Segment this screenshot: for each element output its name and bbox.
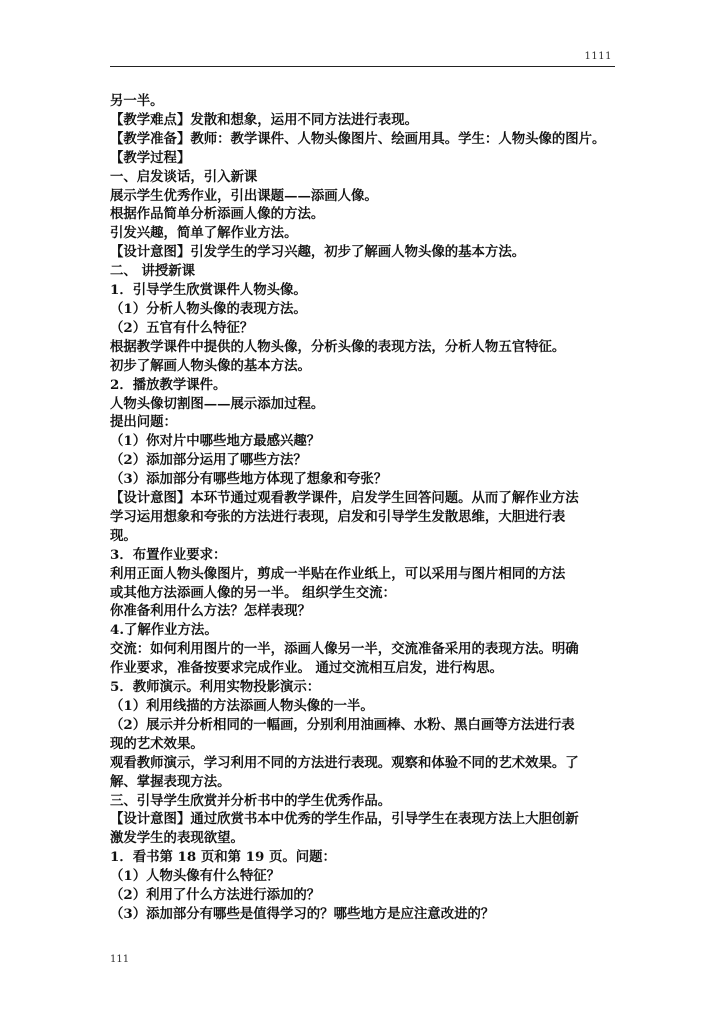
body-line: 【教学准备】教师：教学课件、人物头像图片、绘画用具。学生：人物头像的图片。	[110, 130, 606, 147]
body-line: 观看教师演示，学习利用不同的方法进行表现。观察和体验不同的艺术效果。了	[110, 754, 579, 771]
body-line: 1．看书第 18 页和第 19 页。问题：	[110, 849, 336, 866]
body-line: 根据作品简单分析添画人像的方法。	[110, 206, 325, 223]
body-line: 现的艺术效果。	[110, 735, 204, 752]
body-line: 【教学难点】发散和想象，运用不同方法进行表现。	[110, 111, 418, 128]
body-line: （1）人物头像有什么特征？	[110, 868, 281, 885]
body-line: （2）添加部分运用了哪些方法？	[110, 452, 307, 469]
body-line: 【设计意图】本环节通过观看教学课件，启发学生回答问题。从而了解作业方法	[110, 490, 579, 507]
body-line: 提出问题：	[110, 414, 177, 431]
body-line: （1）分析人物头像的表现方法。	[110, 300, 307, 317]
body-line: 现。	[110, 527, 137, 544]
body-line: 3．布置作业要求：	[110, 546, 227, 563]
body-line: （2）利用了什么方法进行添加的？	[110, 887, 321, 904]
body-line: （3）添加部分有哪些是值得学习的？哪些地方是应注意改进的？	[110, 905, 495, 922]
body-line: 利用正面人物头像图片，剪成一半贴在作业纸上，可以采用与图片相同的方法	[110, 565, 566, 582]
page-header-marker: 1111	[584, 51, 612, 62]
body-line: 4.了解作业方法。	[110, 622, 218, 639]
body-line: 作业要求，准备按要求完成作业。 通过交流相互启发，进行构思。	[110, 660, 503, 677]
body-line: 交流：如何利用图片的一半，添画人像另一半，交流准备采用的表现方法。明确	[110, 641, 579, 658]
body-line: 引发兴趣，简单了解作业方法。	[110, 225, 298, 242]
body-line: 二、 讲授新课	[110, 263, 196, 280]
body-line: （2）五官有什么特征？	[110, 319, 254, 336]
body-line: （3）添加部分有哪些地方体现了想象和夸张？	[110, 471, 388, 488]
body-line: （1）利用线描的方法添画人物头像的一半。	[110, 698, 374, 714]
body-line: （1）你对片中哪些地方最感兴趣？	[110, 433, 321, 450]
body-line: 【设计意图】引发学生的学习兴趣，初步了解画人物头像的基本方法。	[110, 244, 526, 261]
body-line: 学习运用想象和夸张的方法进行表现，启发和引导学生发散思维，大胆进行表	[110, 508, 566, 525]
body-line: 【设计意图】通过欣赏书本中优秀的学生作品，引导学生在表现方法上大胆创新	[110, 811, 579, 828]
body-line: 根据教学课件中提供的人物头像，分析头像的表现方法，分析人物五官特征。	[110, 338, 566, 355]
body-line: 5．教师演示。利用实物投影演示：	[110, 679, 321, 696]
body-line: 展示学生优秀作业，引出课题——添画人像。	[110, 187, 378, 204]
body-line: （2）展示并分析相同的一幅画，分别利用油画棒、水粉、黑白画等方法进行表	[110, 716, 575, 733]
page-footer-marker: 111	[110, 954, 130, 965]
body-line: 另一半。	[110, 93, 164, 109]
body-line: 1．引导学生欣赏课件人物头像。	[110, 282, 307, 299]
body-line: 激发学生的表现欲望。	[110, 830, 244, 847]
document-body	[110, 92, 618, 924]
body-line: 解、掌握表现方法。	[110, 773, 231, 790]
body-line: 初步了解画人物头像的基本方法。	[110, 357, 311, 374]
body-line: 你准备利用什么方法？怎样表现？	[110, 603, 311, 620]
body-line: 一、启发谈话，引入新课	[110, 168, 258, 185]
body-line: 三、引导学生欣赏并分析书中的学生优秀作品。	[110, 792, 392, 809]
body-line: 人物头像切割图——展示添加过程。	[110, 395, 325, 412]
body-line: 2．播放教学课件。	[110, 376, 227, 393]
body-line: 【教学过程】	[110, 149, 191, 166]
header-rule	[110, 66, 615, 67]
body-line: 或其他方法添画人像的另一半。 组织学生交流：	[110, 584, 396, 601]
